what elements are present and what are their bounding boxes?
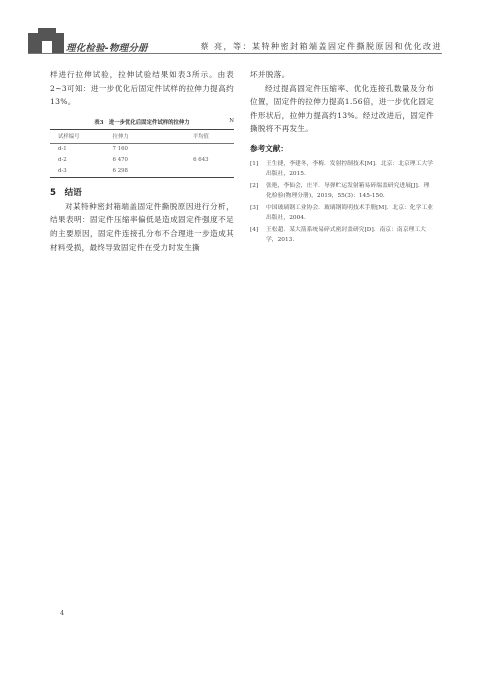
- table-row: [50, 155, 234, 166]
- col-header-force: 拉伸力: [113, 129, 168, 143]
- improvement-paragraph: 经过提高固定件压缩率、优化连接孔数量及分布位置，固定件的拉伸力提高1.56倍，进一步优化固定件形状后，拉伸力提高约13%。经过改进后，固定件撕脱将不再发生。: [250, 83, 434, 134]
- cell-force: 6 470: [112, 157, 128, 164]
- table-header-row: [50, 129, 234, 143]
- tensile-force-table: [50, 129, 234, 178]
- reference-number: [1]: [250, 160, 259, 167]
- reference-text: 王松超．某大箭系统易碎式密封盖研究[D]．南京：南京理工大学，2013.: [266, 226, 426, 243]
- col-header-average: 平均值: [168, 129, 234, 143]
- reference-list: [250, 159, 434, 245]
- continuation-paragraph: 坏并脱落。: [250, 70, 290, 79]
- journal-logo-text: 理化检验-物理分册: [66, 43, 148, 54]
- reference-number: [4]: [250, 226, 259, 233]
- page-number: 4: [60, 609, 65, 617]
- table-caption: [50, 118, 234, 129]
- right-column: [250, 68, 434, 247]
- cell-average: 6 643: [193, 157, 209, 164]
- reference-text: 王生捷，李建冬，李梅．发射控制技术[M]．北京：北京理工大学出版社，2015.: [266, 160, 433, 177]
- cell-force: 6 298: [113, 166, 168, 178]
- cell-specimen-id: d-2: [58, 157, 67, 164]
- header-divider: [28, 53, 442, 54]
- reference-number: [3]: [250, 204, 259, 211]
- references-heading: 参考文献：: [250, 143, 288, 153]
- cell-force: 7 160: [112, 146, 128, 153]
- reference-item: [250, 203, 434, 223]
- cell-specimen-id: d-3: [50, 166, 113, 178]
- reference-item: [250, 159, 434, 179]
- reference-number: [2]: [250, 182, 259, 189]
- conclusion-paragraph: 对某特种密封箱端盖固定件撕脱原因进行分析，结果表明：固定件压缩率偏低是造成固定件强度不足的主要原因，固定件连接孔分布不合理进一步造成其材料受损，最终导致固定件在受力时发生撕: [50, 201, 234, 252]
- page-header: [0, 0, 480, 58]
- journal-logo-mark: [28, 33, 64, 53]
- reference-item: [250, 181, 434, 201]
- cell-average: [168, 143, 234, 155]
- table-caption-text: 表3 进一步优化后固定件试样的拉伸力: [94, 119, 190, 126]
- reference-text: 张艳，李仙会，庄平．导弹贮运发射箱易碎端盖研究进展[J]．理化检验(物理分册)，2019，55(3)：145-150.: [266, 182, 430, 199]
- table-unit: N: [229, 117, 234, 124]
- left-column: [50, 68, 234, 254]
- reference-text: 中国玻璃钢工业协会．玻璃钢简明技术手册[M]．北京：化学工业出版社，2004.: [266, 204, 433, 221]
- cell-average: [168, 166, 234, 178]
- col-header-specimen: 试样编号: [50, 129, 113, 143]
- table-row: [50, 166, 234, 178]
- intro-paragraph: 样进行拉伸试验，拉伸试验结果如表3所示。由表2~3可知：进一步优化后固定件试样的拉伸力提高约13%。: [50, 70, 234, 107]
- section-heading-conclusion: 5 结语: [50, 187, 82, 198]
- running-head: 蔡 亮，等：某特种密封箱端盖固定件撕脱原因和优化改进: [200, 42, 442, 51]
- table-row: [50, 143, 234, 155]
- journal-logo: [28, 28, 168, 54]
- reference-item: [250, 225, 434, 245]
- cell-specimen-id: d-1: [58, 146, 67, 153]
